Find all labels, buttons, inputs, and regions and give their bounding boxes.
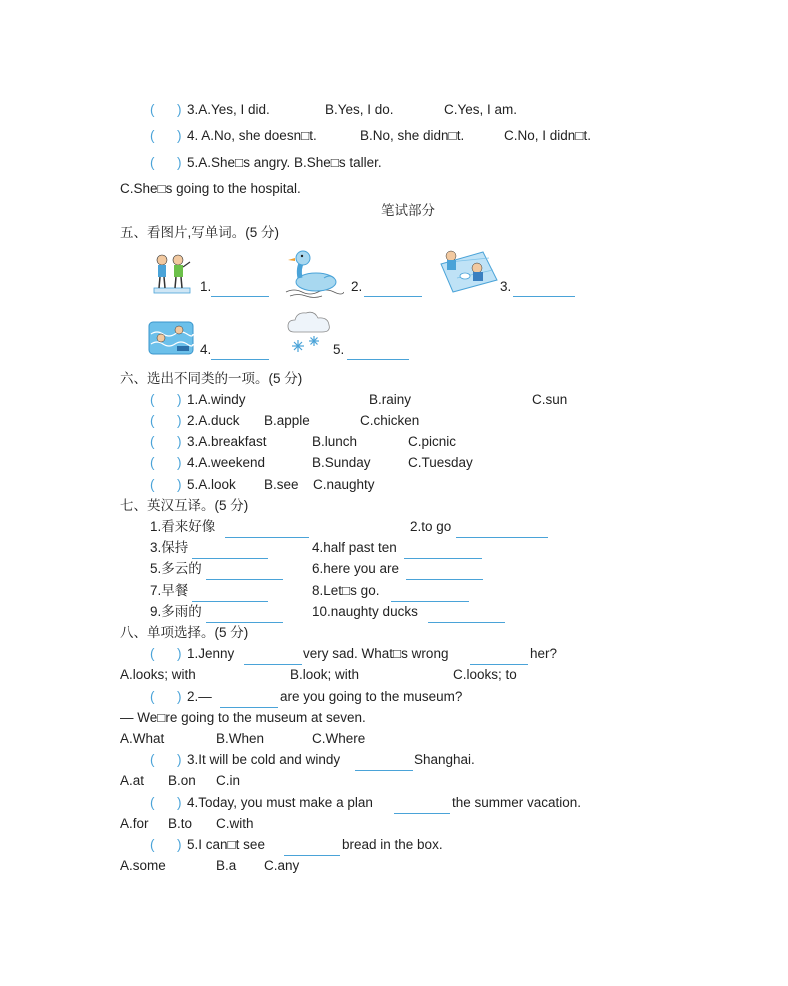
option-c: C.She□s going to the hospital. <box>120 181 301 196</box>
option-b: B.No, she didn□t. <box>360 128 465 143</box>
option-c: C.picnic <box>408 434 457 449</box>
translation-item: 6.here you are <box>312 561 400 576</box>
option-c: C.with <box>216 816 254 831</box>
option-b: B.Sunday <box>312 455 371 470</box>
question-text: 2.— <box>187 689 212 704</box>
answer-blank[interactable] <box>394 813 450 814</box>
item-number: 4. <box>200 342 212 357</box>
answer-blank[interactable] <box>192 601 268 602</box>
question-text: 4.Today, you must make a plan <box>187 795 373 810</box>
translation-item: 7.早餐 <box>150 583 189 598</box>
translation-item: 9.多雨的 <box>150 604 202 619</box>
answer-blank[interactable] <box>192 558 268 559</box>
option-a: A.What <box>120 731 165 746</box>
item-number: 2. <box>351 279 363 294</box>
question-text: 3.It will be cold and windy <box>187 752 341 767</box>
translation-item: 5.多云的 <box>150 561 202 576</box>
question-text: 3.A.Yes, I did. <box>187 102 270 117</box>
option-c: C.chicken <box>360 413 420 428</box>
answer-blank[interactable] <box>206 622 283 623</box>
option-c: C.Where <box>312 731 366 746</box>
item-number: 5. <box>333 342 345 357</box>
kids-talking-icon <box>150 250 194 296</box>
answer-blank[interactable] <box>355 770 413 771</box>
answer-blank[interactable] <box>347 359 409 360</box>
option-b: B.Yes, I do. <box>325 102 394 117</box>
option-c: C.looks; to <box>453 667 517 682</box>
option-b: B.see <box>264 477 299 492</box>
answer-bracket[interactable]: ( ) <box>150 392 182 407</box>
option-b: B.rainy <box>369 392 412 407</box>
question-text: are you going to the museum? <box>280 689 463 704</box>
option-b: B.to <box>168 816 193 831</box>
question-text: Shanghai. <box>414 752 475 767</box>
written-part-title: 笔试部分 <box>381 203 435 218</box>
question-text: — We□re going to the museum at seven. <box>120 710 366 725</box>
answer-bracket[interactable]: ( ) <box>150 837 182 852</box>
option-c: C.No, I didn□t. <box>504 128 591 143</box>
answer-blank[interactable] <box>406 579 483 580</box>
translation-item: 2.to go <box>410 519 452 534</box>
question-text: 1.Jenny <box>187 646 235 661</box>
answer-bracket[interactable]: ( ) <box>150 128 182 143</box>
option-a: A.at <box>120 773 145 788</box>
question-text: 4. A.No, she doesn□t. <box>187 128 317 143</box>
option-c: C.Tuesday <box>408 455 473 470</box>
answer-blank[interactable] <box>211 359 269 360</box>
option-a: A.looks; with <box>120 667 196 682</box>
option-b: B.a <box>216 858 237 873</box>
option-b: B.look; with <box>290 667 360 682</box>
answer-bracket[interactable]: ( ) <box>150 689 182 704</box>
option-b: B.apple <box>264 413 310 428</box>
snow-cloud-icon <box>284 310 334 358</box>
answer-blank[interactable] <box>211 296 269 297</box>
answer-bracket[interactable]: ( ) <box>150 455 182 470</box>
translation-item: 3.保持 <box>150 540 189 555</box>
question-text: 5.I can□t see <box>187 837 265 852</box>
answer-bracket[interactable]: ( ) <box>150 413 182 428</box>
option-c: C.Yes, I am. <box>444 102 518 117</box>
translation-item: 4.half past ten <box>312 540 397 555</box>
item-number: 1. <box>200 279 212 294</box>
answer-blank[interactable] <box>206 579 283 580</box>
answer-blank[interactable] <box>470 664 528 665</box>
option-b: B.lunch <box>312 434 358 449</box>
answer-bracket[interactable]: ( ) <box>150 155 182 170</box>
answer-blank[interactable] <box>244 664 302 665</box>
question-text: very sad. What□s wrong <box>303 646 449 661</box>
question-text: bread in the box. <box>342 837 443 852</box>
answer-blank[interactable] <box>284 855 340 856</box>
option-b: B.on <box>168 773 196 788</box>
option-a: A.some <box>120 858 166 873</box>
answer-bracket[interactable]: ( ) <box>150 477 182 492</box>
option-a: 3.A.breakfast <box>187 434 267 449</box>
section-heading: 七、英汉互译。(5 分) <box>120 498 249 513</box>
item-number: 3. <box>500 279 512 294</box>
translation-item: 10.naughty ducks <box>312 604 418 619</box>
answer-bracket[interactable]: ( ) <box>150 434 182 449</box>
option-a: 2.A.duck <box>187 413 240 428</box>
section-heading: 五、看图片,写单词。(5 分) <box>120 225 280 240</box>
answer-blank[interactable] <box>391 601 469 602</box>
option-b: B.When <box>216 731 265 746</box>
answer-bracket[interactable]: ( ) <box>150 795 182 810</box>
question-text: her? <box>530 646 558 661</box>
answer-blank[interactable] <box>225 537 309 538</box>
section-heading: 六、选出不同类的一项。(5 分) <box>120 371 303 386</box>
option-c: C.any <box>264 858 300 873</box>
answer-blank[interactable] <box>513 296 575 297</box>
translation-item: 1.看来好像 <box>150 519 216 534</box>
picnic-icon <box>437 246 499 294</box>
duck-icon <box>284 248 344 298</box>
option-a: A.for <box>120 816 149 831</box>
option-c: C.naughty <box>313 477 375 492</box>
answer-blank[interactable] <box>428 622 505 623</box>
option-a: 4.A.weekend <box>187 455 266 470</box>
option-a: 5.A.look <box>187 477 236 492</box>
option-c: C.in <box>216 773 241 788</box>
question-text: 5.A.She□s angry. B.She□s taller. <box>187 155 382 170</box>
option-c: C.sun <box>532 392 568 407</box>
swimming-pool-icon <box>147 318 195 358</box>
answer-blank[interactable] <box>364 296 422 297</box>
answer-bracket[interactable]: ( ) <box>150 102 182 117</box>
answer-blank[interactable] <box>220 707 278 708</box>
option-a: 1.A.windy <box>187 392 246 407</box>
question-text: the summer vacation. <box>452 795 582 810</box>
answer-bracket[interactable]: ( ) <box>150 646 182 661</box>
answer-bracket[interactable]: ( ) <box>150 752 182 767</box>
answer-blank[interactable] <box>404 558 482 559</box>
answer-blank[interactable] <box>456 537 548 538</box>
translation-item: 8.Let□s go. <box>312 583 380 598</box>
section-heading: 八、单项选择。(5 分) <box>120 625 249 640</box>
